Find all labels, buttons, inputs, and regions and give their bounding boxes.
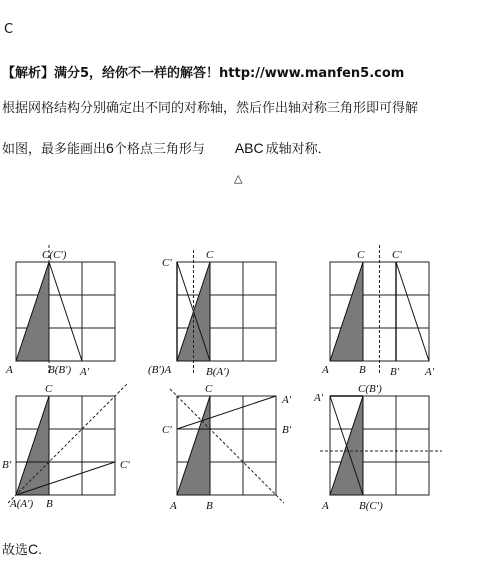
label-3-A: A xyxy=(322,364,329,376)
label-4-C2: C′ xyxy=(120,459,130,471)
figure-3 xyxy=(321,245,435,378)
label-3-C2: C′ xyxy=(392,249,402,261)
label-6-A2: A′ xyxy=(314,392,324,404)
triangle-count: 6 xyxy=(106,140,114,156)
label-2-BA: (B′)A xyxy=(148,364,172,376)
label-1-A2: A′ xyxy=(80,366,90,378)
answer-letter: C xyxy=(4,22,14,37)
conclusion-line xyxy=(2,539,42,558)
label-5-C: C xyxy=(205,383,213,395)
label-5-C2: C′ xyxy=(162,424,172,436)
symmetry-axis-4 xyxy=(8,383,128,503)
figure-5 xyxy=(162,383,292,512)
label-1-C: C(C′) xyxy=(42,249,67,261)
reflected-side-1 xyxy=(49,262,82,361)
label-1-A: A xyxy=(6,364,13,376)
label-6-B: B(C′) xyxy=(359,500,383,512)
label-6-C: C(B′) xyxy=(358,383,382,395)
conclusion-pre: 故选 xyxy=(2,543,29,558)
label-4-B2: B′ xyxy=(2,459,12,471)
label-3-B2: B′ xyxy=(390,366,400,378)
triangle-name: ABC xyxy=(234,140,264,156)
label-5-A2: A′ xyxy=(282,394,292,406)
label-3-B: B xyxy=(359,364,366,376)
label-2-C2: C′ xyxy=(162,257,172,269)
line2-post: 成轴对称． xyxy=(265,142,331,157)
label-2-C: C xyxy=(206,249,214,261)
label-2-B: B(A′) xyxy=(206,366,230,378)
reflected-side-5 xyxy=(177,396,276,429)
figure-4 xyxy=(2,383,130,510)
line2-mid: 个格点三角形与 xyxy=(113,142,205,157)
figure-6 xyxy=(313,383,442,512)
label-5-B2: B′ xyxy=(282,424,292,436)
label-4-C: C xyxy=(45,383,53,395)
conclusion-choice: C. xyxy=(28,541,43,557)
label-6-A: A xyxy=(322,500,329,512)
label-4-B: B xyxy=(46,498,53,510)
triangle-symbol: △ xyxy=(234,172,243,185)
label-3-C: C xyxy=(357,249,365,261)
triangle-abc-5 xyxy=(177,396,210,495)
label-3-A2: A′ xyxy=(425,366,435,378)
figure-2 xyxy=(148,249,276,378)
label-4-A: A(A′) xyxy=(10,498,34,510)
solution-heading: 【解析】满分5，给你不一样的解答！http://www.manfen5.com xyxy=(2,66,405,81)
solution-line-1: 根据网格结构分别确定出不同的对称轴，然后作出轴对称三角形即可得解 xyxy=(2,101,419,116)
label-5-B: B xyxy=(206,500,213,512)
line2-pre: 如图，最多能画出 xyxy=(2,142,107,157)
label-5-A: A xyxy=(170,500,177,512)
reflected-side-3 xyxy=(396,262,429,361)
triangle-abc-3 xyxy=(330,262,363,361)
triangle-abc-1 xyxy=(16,262,49,361)
label-1-B: B(B′) xyxy=(48,364,72,376)
figure-1 xyxy=(5,245,115,378)
triangle-abc-4 xyxy=(16,396,49,495)
